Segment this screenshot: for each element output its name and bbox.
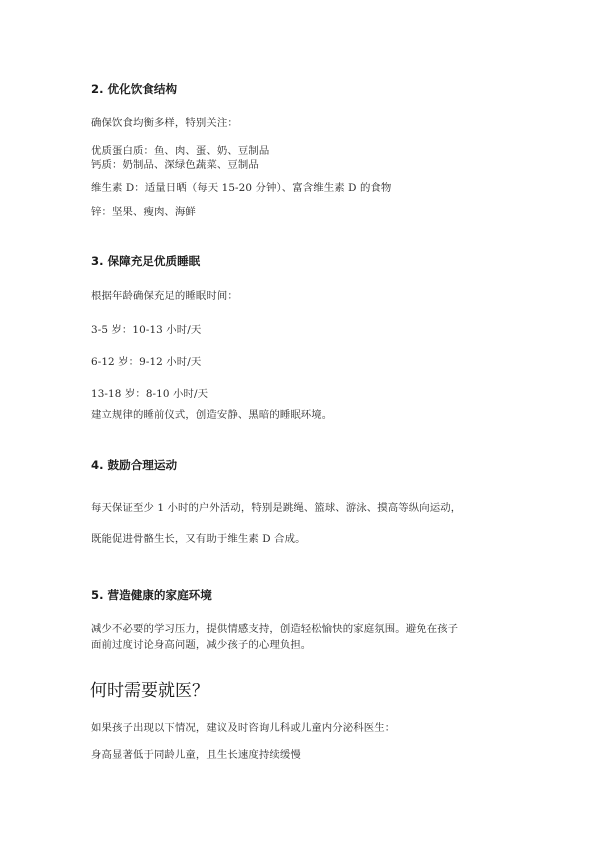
doctor-intro: 如果孩子出现以下情况，建议及时咨询儿科或儿童内分泌科医生：	[91, 722, 396, 734]
section-4-heading: 4. 鼓励合理运动	[91, 458, 178, 472]
sleep-item-3-5: 3-5 岁：10-13 小时/天	[91, 324, 202, 336]
diet-item-vitamin-d: 维生素 D：适量日晒（每天 15-20 分钟）、富含维生素 D 的食物	[91, 182, 392, 194]
section-2-intro: 确保饮食均衡多样，特别关注：	[91, 117, 238, 129]
section-3-intro: 根据年龄确保充足的睡眠时间：	[91, 290, 238, 302]
section-4-line-1: 每天保证至少 1 小时的户外活动，特别是跳绳、篮球、游泳、摸高等纵向运动，	[91, 502, 462, 514]
section-5-heading: 5. 营造健康的家庭环境	[91, 588, 212, 602]
diet-item-calcium: 钙质：奶制品、深绿色蔬菜、豆制品	[91, 159, 259, 171]
diet-item-protein: 优质蛋白质：鱼、肉、蛋、奶、豆制品	[91, 145, 270, 157]
section-5-line-1: 减少不必要的学习压力，提供情感支持，创造轻松愉快的家庭氛围。避免在孩子	[91, 623, 459, 635]
section-3-heading: 3. 保障充足优质睡眠	[91, 254, 201, 268]
sleep-item-13-18: 13-18 岁：8-10 小时/天	[91, 388, 209, 400]
section-2-heading: 2. 优化饮食结构	[91, 82, 178, 96]
diet-item-zinc: 锌：坚果、瘦肉、海鲜	[91, 206, 196, 218]
sleep-item-6-12: 6-12 岁：9-12 小时/天	[91, 356, 202, 368]
doctor-item-1: 身高显著低于同龄儿童，且生长速度持续缓慢	[91, 749, 301, 761]
doctor-heading: 何时需要就医？	[90, 681, 209, 701]
section-5-line-2: 面前过度讨论身高问题，减少孩子的心理负担。	[91, 639, 312, 651]
section-3-note: 建立规律的睡前仪式，创造安静、黑暗的睡眠环境。	[91, 409, 333, 421]
section-4-line-2: 既能促进骨骼生长，又有助于维生素 D 合成。	[91, 533, 306, 545]
